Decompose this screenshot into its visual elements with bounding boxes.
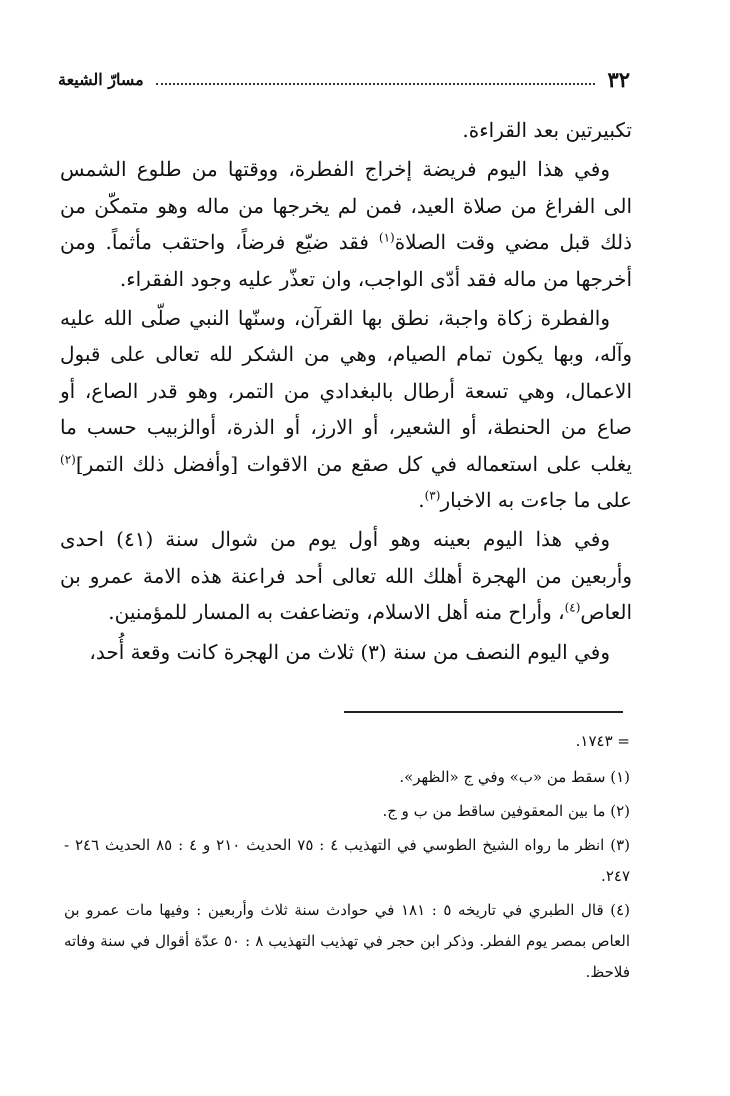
footnote-1: (١) سقط من «ب» وفي ج «الظهر». — [399, 768, 630, 786]
footnote-3: (٣) انظر ما رواه الشيخ الطوسي في التهذيب ٤ : ٧٥ الحديث ٢١٠ و ٤ : ٨٥ الحديث ٢٤٦ - ٢٤٧. — [64, 836, 631, 885]
paragraph-text: وفي هذا اليوم فريضة إخراج الفطرة، ووقتها من طلوع الشمس الى الفراغ من صلاة العيد، فمن لم يخرجها من ماله وهو متمكّن من ذلك قبل مضي وقت الصلاة — [60, 157, 632, 255]
dotted-leader — [156, 73, 596, 85]
footnotes — [64, 726, 630, 991]
footnote-4: (٤) قال الطبري في تاريخه ٥ : ١٨١ في حوادث سنة ثلاث وأربعين : وفيها مات عمرو بن العاص بمصر يوم الفطر. وذكر ابن حجر في تهذيب التهذيب ٨ : ٥٠ عدّة أقوال في سنة وفاته فلاحظ. — [64, 901, 631, 981]
footnote-2: (٢) ما بين المعقوفين ساقط من ب و ج. — [382, 802, 630, 820]
paragraph-text: وفي اليوم النصف من سنة (٣) ثلاث من الهجرة كانت وقعة أُحد، — [89, 639, 610, 664]
paragraph-text: . — [418, 488, 425, 513]
book-title: مسارّ الشيعة — [58, 69, 144, 89]
paragraph-text: فقد ضيّع فرضاً، واحتقب مأثماً. ومن أخرجها من ماله فقد أدّى الواجب، وان تعذّر عليه وجود الفقراء. — [60, 230, 632, 291]
page-number: ٣٢ — [607, 66, 630, 92]
paragraph — [60, 300, 632, 518]
footnote-separator — [344, 711, 623, 713]
paragraph — [60, 151, 632, 297]
footnote-marker: (٤) — [564, 600, 581, 615]
paragraph-text: تكبيرتين بعد القراءة. — [462, 118, 632, 142]
paragraph-text: والفطرة زكاة واجبة، نطق بها القرآن، وسنّها النبي صلّى الله عليه وآله، وبها يكون تمام الصيام، وهي من الشكر لله تعالى على قبول الاعمال، وهي تسعة أرطال بالبغدادي من التمر، وهو قدر الصاع، أو صاع من الحنطة، أو الشعير، أو الارز، أو الذرة، أوالزبيب حسب ما يغلب على استعماله في كل صقع من الاقوات [وأفضل ذلك التمر] — [60, 306, 632, 476]
footnote-marker: (٢) — [60, 452, 76, 466]
main-text — [60, 112, 632, 673]
footnote-marker: (١) — [378, 230, 395, 245]
paragraph — [60, 112, 632, 148]
running-header — [58, 62, 630, 96]
paragraph-text: ، وأراح منه أهل الاسلام، وتضاعفت به المسار للمؤمنين. — [108, 600, 565, 625]
paragraph-text: على ما جاءت به الاخبار — [440, 488, 632, 513]
footnote-continuation: = ١٧٤٣. — [575, 732, 630, 750]
paragraph-text: وفي هذا اليوم بعينه وهو أول يوم من شوال سنة (٤١) احدى وأربعين من الهجرة أهلك الله تعالى أحد فراعنة هذه الامة عمرو بن العاص — [60, 527, 632, 625]
paragraph — [60, 634, 632, 670]
footnote-marker: (٣) — [424, 488, 441, 503]
paragraph — [60, 521, 632, 630]
